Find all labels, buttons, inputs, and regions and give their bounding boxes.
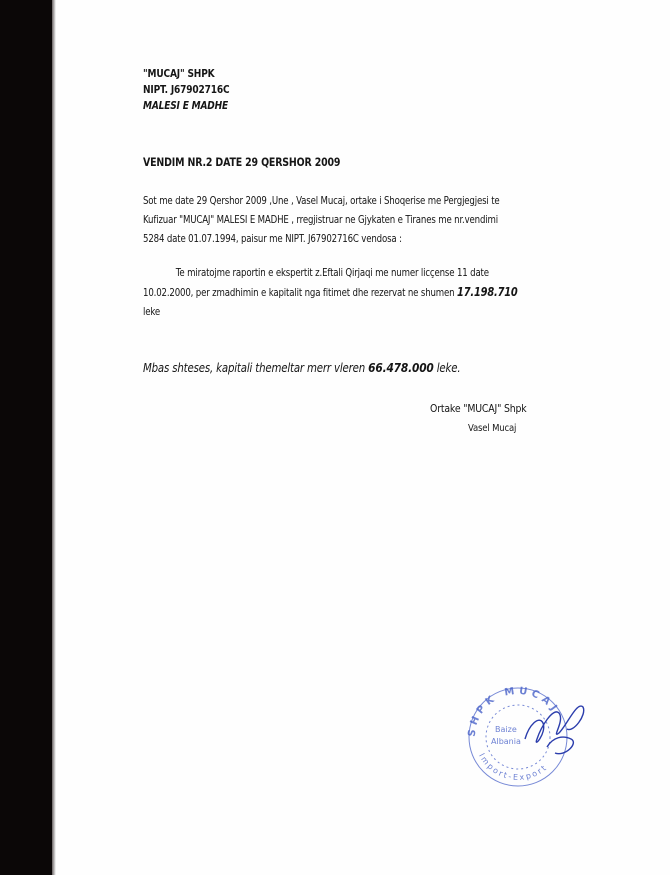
- company-header: [143, 66, 229, 114]
- paragraph-1-line: Kufizuar "MUCAJ" MALESI E MADHE , rregjistruar ne Gjykaten e Tiranes me nr.vendimi: [143, 214, 498, 226]
- paragraph-2-line: Te miratojme raportin e ekspertit z.Eftali Qirjaqi me numer licçense 11 date: [175, 267, 489, 279]
- stamp-ring-text: SHPK MUCAJ: [466, 685, 562, 738]
- capital-increase-amount: 17.198.710: [457, 285, 518, 299]
- paragraph-1: [143, 192, 500, 249]
- stamp-center-bottom: Albania: [491, 737, 521, 746]
- company-name: "MUCAJ" SHPK: [143, 68, 215, 80]
- summary-suffix: leke.: [436, 361, 461, 375]
- company-nipt: NIPT. J67902716C: [143, 84, 230, 96]
- summary-text: Mbas shteses, kapitali themeltar merr vleren: [143, 361, 366, 375]
- company-stamp: [455, 677, 585, 792]
- paragraph-1-line: Sot me date 29 Qershor 2009 ,Une , Vasel Mucaj, ortake i Shoqerise me Pergjegjesi te: [143, 195, 500, 207]
- capital-summary: [143, 360, 460, 375]
- paragraph-2: [143, 264, 518, 322]
- stamp-bottom-text: Import-Export: [477, 751, 550, 782]
- paragraph-2-line: [143, 283, 518, 303]
- company-location: MALESI E MADHE: [143, 100, 229, 112]
- total-capital-amount: 66.478.000: [368, 360, 434, 375]
- signatory-title: Ortake "MUCAJ" Shpk: [430, 402, 527, 415]
- paragraph-1-line: 5284 date 01.07.1994, paisur me NIPT. J67902716C vendosa :: [143, 233, 402, 245]
- handwritten-signature: [525, 706, 584, 754]
- stamp-center-top: Baize: [495, 725, 517, 734]
- decision-heading: VENDIM NR.2 DATE 29 QERSHOR 2009: [143, 155, 341, 169]
- signatory-name: Vasel Mucaj: [468, 423, 517, 434]
- scanned-page-edge: [0, 0, 52, 875]
- paragraph-2-line-text: 10.02.2000, per zmadhimin e kapitalit nga fitimet dhe rezervat ne shumen: [143, 287, 455, 299]
- paragraph-2-line: leke: [143, 306, 161, 318]
